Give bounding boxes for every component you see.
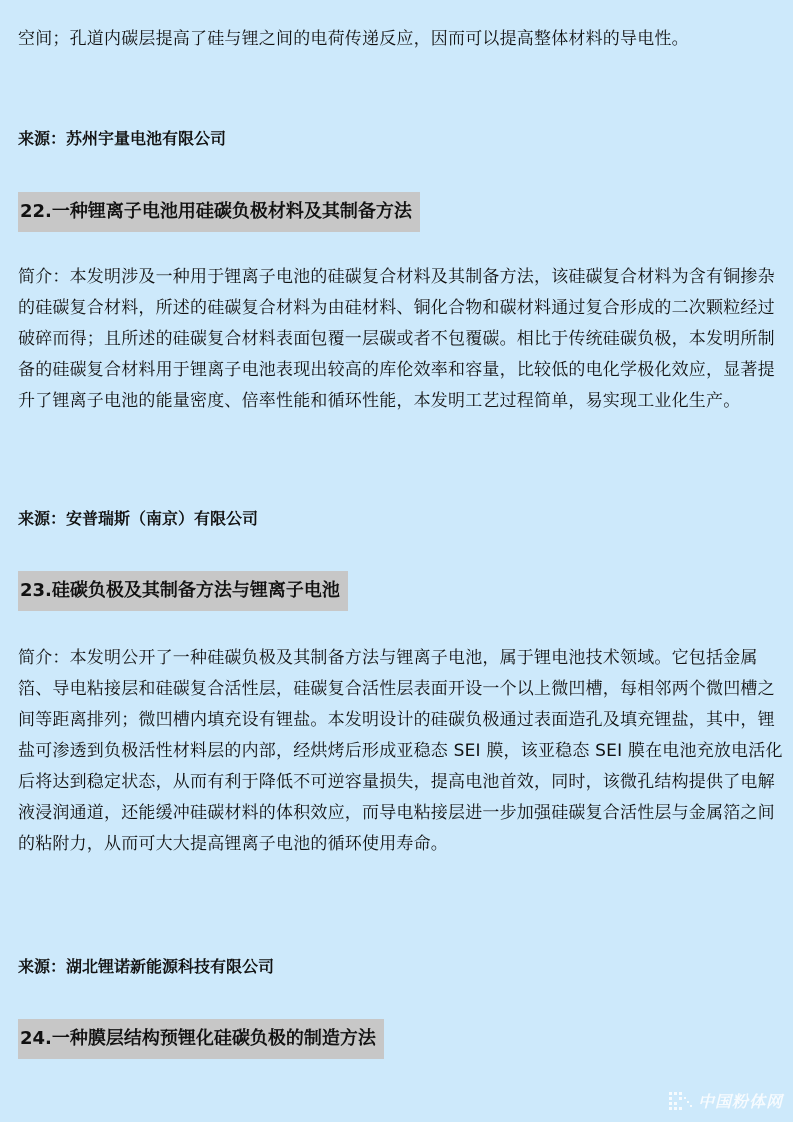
source-line-23: 来源：湖北锂诺新能源科技有限公司 [18,957,275,976]
source-line: 来源：苏州宇量电池有限公司 [18,129,227,148]
section-heading-22: 22.一种锂离子电池用硅碳负极材料及其制备方法 [18,192,420,232]
section-heading-23: 23.硅碳负极及其制备方法与锂离子电池 [18,571,348,611]
summary-paragraph-23: 简介：本发明公开了一种硅碳负极及其制备方法与锂离子电池，属于锂电池技术领域。它包括金属箔、导电粘接层和硅碳复合活性层，硅碳复合活性层表面开设一个以上微凹槽，每相邻两个微凹槽之间等距离排列；微凹槽内填充设有锂盐。本发明设计的硅碳负极通过表面造孔及填充锂盐，其中，锂盐可渗透到负极活性材料层的内部，经烘烤后形成亚稳态 SEI 膜，该亚稳态 SEI 膜在电池充放电活化后将达到稳定状态，从而有利于降低不可逆容量损失，提高电池首效，同时，该微孔结构提供了电解液浸润通道，还能缓冲硅碳材料的体积效应，而导电粘接层进一步加强硅碳复合活性层与金属箔之间的粘附力，从而可大大提高锂离子电池的循环使用寿命。 [18,648,783,854]
watermark-text: 中国粉体网 [697,1092,783,1111]
intro-paragraph: 空间；孔道内碳层提高了硅与锂之间的电荷传递反应，因而可以提高整体材料的导电性。 [18,29,689,49]
section-heading-24: 24.一种膜层结构预锂化硅碳负极的制造方法 [18,1019,384,1059]
source-line-22: 来源：安普瑞斯（南京）有限公司 [18,509,259,528]
powder-network-logo-icon [668,1090,694,1112]
summary-paragraph-22: 简介：本发明涉及一种用于锂离子电池的硅碳复合材料及其制备方法，该硅碳复合材料为含有铜掺杂的硅碳复合材料，所述的硅碳复合材料为由硅材料、铜化合物和碳材料通过复合形成的二次颗粒经过破碎而得；且所述的硅碳复合材料表面包覆一层碳或者不包覆碳。相比于传统硅碳负极，本发明所制备的硅碳复合材料用于锂离子电池表现出较高的库伦效率和容量，比较低的电化学极化效应，显著提升了锂离子电池的能量密度、倍率性能和循环性能，本发明工艺过程简单，易实现工业化生产。 [18,267,775,411]
watermark [668,1089,783,1112]
